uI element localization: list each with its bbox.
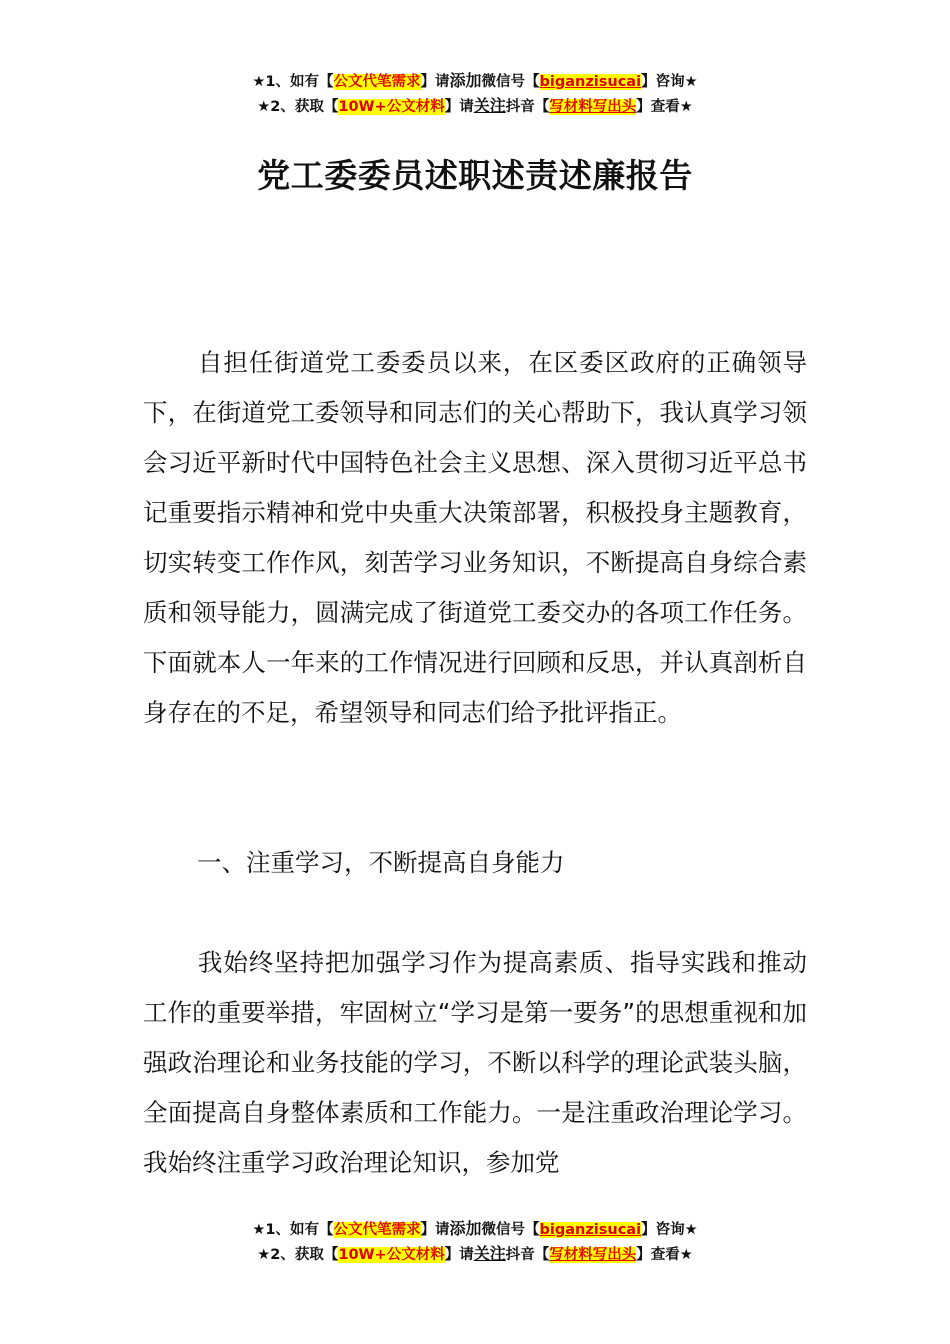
promo-text: 】咨询★ (641, 74, 698, 90)
promo-emphasis: 关注 (473, 96, 506, 115)
intro-paragraph (143, 338, 807, 738)
promo-text: ★1、如有【 (252, 1222, 334, 1238)
promo-text: 微信号【 (481, 74, 540, 90)
promo-highlight: 公文代笔需求 (333, 74, 421, 90)
promo-douyin-id: 写材料写出头 (549, 99, 637, 115)
promo-emphasis: 添加 (449, 71, 482, 90)
promo-emphasis: 添加 (449, 1219, 482, 1238)
promo-text: 】咨询★ (641, 1222, 698, 1238)
promo-text: 】请 (444, 99, 474, 115)
promo-text: 】请 (420, 1222, 450, 1238)
promo-text: 抖音【 (505, 99, 550, 115)
promo-emphasis: 关注 (473, 1244, 506, 1263)
section-paragraph (143, 938, 807, 1188)
section-heading (143, 838, 807, 888)
promo-wechat-id: biganzisucai (539, 74, 642, 90)
promo-line-1 (0, 69, 950, 94)
promo-line-2 (0, 94, 950, 119)
promo-text: ★2、获取【 (257, 99, 339, 115)
promo-text: ★1、如有【 (252, 74, 334, 90)
header-promo-banner (0, 69, 950, 119)
promo-highlight: 10W+公文材料 (338, 1247, 445, 1263)
promo-text: 】请 (444, 1247, 474, 1263)
section-paragraph-text: 我始终坚持把加强学习作为提高素质、指导实践和推动工作的重要举措，牢固树立“学习是第一要务”的思想重视和加强政治理论和业务技能的学习，不断以科学的理论武装头脑，全面提高自身整体素质和工作能力。一是注重政治理论学习。我始终注重学习政治理论知识，参加党 (143, 948, 807, 1177)
promo-text: ★2、获取【 (257, 1247, 339, 1263)
promo-highlight: 公文代笔需求 (333, 1222, 421, 1238)
promo-text: 抖音【 (505, 1247, 550, 1263)
document-title: 党工委委员述职述责述廉报告 (257, 156, 693, 195)
promo-text: 】查看★ (636, 99, 693, 115)
promo-text: 】查看★ (636, 1247, 693, 1263)
promo-highlight: 10W+公文材料 (338, 99, 445, 115)
section-heading-text: 一、注重学习，不断提高自身能力 (197, 848, 565, 877)
promo-wechat-id: biganzisucai (539, 1222, 642, 1238)
intro-paragraph-text: 自担任街道党工委委员以来，在区委区政府的正确领导下，在街道党工委领导和同志们的关心帮助下，我认真学习领会习近平新时代中国特色社会主义思想、深入贯彻习近平总书记重要指示精神和党中央重大决策部署，积极投身主题教育，切实转变工作作风，刻苦学习业务知识，不断提高自身综合素质和领导能力，圆满完成了街道党工委交办的各项工作任务。下面就本人一年来的工作情况进行回顾和反思，并认真剖析自身存在的不足，希望领导和同志们给予批评指正。 (143, 348, 807, 727)
promo-line-1 (0, 1217, 950, 1242)
promo-text: 】请 (420, 74, 450, 90)
promo-text: 微信号【 (481, 1222, 540, 1238)
footer-promo-banner (0, 1217, 950, 1267)
promo-line-2 (0, 1242, 950, 1267)
promo-douyin-id: 写材料写出头 (549, 1247, 637, 1263)
